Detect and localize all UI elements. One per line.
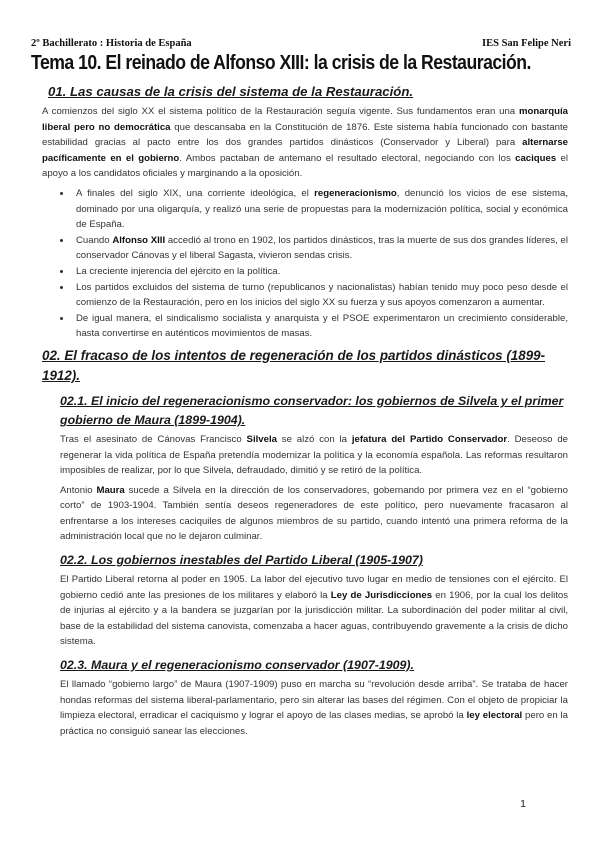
emphasis: caciques bbox=[515, 152, 557, 164]
bullet-item: • La creciente injerencia del ejército en la política. bbox=[72, 264, 568, 280]
section2-heading: 02. El fracaso de los intentos de regeneración de los partidos dinásticos (1899-1912). bbox=[42, 347, 546, 383]
section1-heading: 01. Las causas de la crisis del sistema de la Restauración. bbox=[48, 84, 414, 99]
subsection-2-1-heading: 02.1. El inicio del regeneracionismo conservador: los gobiernos de Silvela y el primer gobierno de Maura (1899-1904). bbox=[60, 393, 564, 427]
subsection-2-2-paragraph: El Partido Liberal retorna al poder en 1905. La labor del ejecutivo tuvo lugar en medio de tensiones con el ejército. El gobierno cedió ante las presiones de los militares y elaboró la Ley de Jurisdicciones en 1906, por la cual los delitos de injurias al ejército y a la bandera se juzgarían por la jurisdicción militar. La subordinación del poder militar al civil, base de la estabilidad del sistema canovista, comenzaba a hacer aguas, contribuyendo gravemente a la crisis de dicho sistema. bbox=[60, 574, 569, 648]
emphasis: Alfonso XIII bbox=[112, 234, 166, 246]
page-header bbox=[31, 38, 571, 49]
emphasis: regeneracionismo bbox=[314, 187, 397, 199]
emphasis: Ley de Jurisdicciones bbox=[330, 589, 433, 601]
bullet-item: • A finales del siglo XIX, una corriente ideológica, el regeneracionismo, denunció los vicios de ese sistema, dominado por una oligarquía, y realizó una serie de propuestas para la modernización política, social y económica de España. bbox=[72, 186, 568, 233]
subsection-2-1-paragraph: Antonio Maura sucede a Silvela en la dirección de los conservadores, gobernando por primera vez en el “gobierno corto” de 1903-1904. También sentía deseos regeneradores de este político, pero nuevamente fracasaron al enfrentarse a los intereses caciquiles de algunos miembros de su partido, cuando intentó una primera reforma de la administración local que no le dejaron culminar. bbox=[60, 484, 568, 543]
subsection-2-2-heading: 02.2. Los gobiernos inestables del Partido Liberal (1905-1907) bbox=[60, 553, 423, 568]
emphasis: Maura bbox=[96, 484, 125, 496]
bullet-item: • Cuando Alfonso XIII accedió al trono en 1902, los partidos dinásticos, tras la muerte de sus dos grandes líderes, el conservador Cánovas y el liberal Sagasta, vivieron sendas crisis. bbox=[72, 233, 568, 264]
header-course: 2º Bachillerato : Historia de España bbox=[31, 38, 192, 49]
subsection-2-1-paragraph: Tras el asesinato de Cánovas Francisco Silvela se alzó con la jefatura del Partido Conservador. Deseoso de regenerar la vida política de España pretendía modernizar la política y la economía española. Las reformas resultaron imposibles de realizar, por lo que Silvela, defraudado, dimitió y se retiró de la política. bbox=[60, 433, 568, 477]
emphasis: Silvela bbox=[246, 433, 277, 445]
emphasis: ley electoral bbox=[466, 710, 523, 722]
header-school: IES San Felipe Neri bbox=[482, 38, 571, 49]
page-number: 1 bbox=[520, 798, 526, 810]
subsection-2-3-paragraph: El llamado “gobierno largo” de Maura (1907-1909) puso en marcha su “revolución desde arriba”. Se trataba de hacer hondas reformas del sistema liberal-parlamentario, pero sin alterar las bases del régimen. Con el objeto de propiciar la limpieza electoral, erradicar el caciquismo y lograr el apoyo de las clases medias, se aprobó la ley electoral pero en la práctica no consiguió sanear las elecciones. bbox=[60, 679, 569, 737]
emphasis: monarquía liberal pero no democrática bbox=[42, 106, 568, 133]
section1-intro: A comienzos del siglo XX el sistema político de la Restauración seguía vigente. Sus fundamentos eran una monarquía liberal pero no democrática que descansaba en la Constitución de 1876. Este sistema había funcionado con bastante estabilidad gracias al pacto entre los dos grandes partidos dinásticos (Conservador y Liberal) para alternarse pacíficamente en el gobierno. Ambos pactaban de antemano el resultado electoral, negociando con los caciques el apoyo a los candidatos oficiales y marginando a la oposición. bbox=[42, 106, 569, 180]
subsection-2-3-heading: 02.3. Maura y el regeneracionismo conservador (1907-1909). bbox=[60, 658, 414, 673]
bullet-item: • De igual manera, el sindicalismo socialista y anarquista y el PSOE experimentaron un crecimiento considerable, hasta convertirse en auténticos movimientos de masas. bbox=[72, 311, 568, 342]
emphasis: alternarse pacíficamente en el gobierno bbox=[42, 137, 568, 164]
emphasis: jefatura del Partido Conservador bbox=[351, 433, 508, 445]
section1-bullet-list bbox=[42, 186, 568, 342]
document-title: Tema 10. El reinado de Alfonso XIII: la crisis de la Restauración. bbox=[31, 51, 531, 74]
document-body bbox=[42, 82, 568, 743]
bullet-item: • Los partidos excluidos del sistema de turno (republicanos y nacionalistas) habían tenido muy poco peso desde el comienzo de la Restauración, pero en los inicios del siglo XX su fuerza y sus apoyos comenzaron a aumentar. bbox=[72, 280, 568, 311]
